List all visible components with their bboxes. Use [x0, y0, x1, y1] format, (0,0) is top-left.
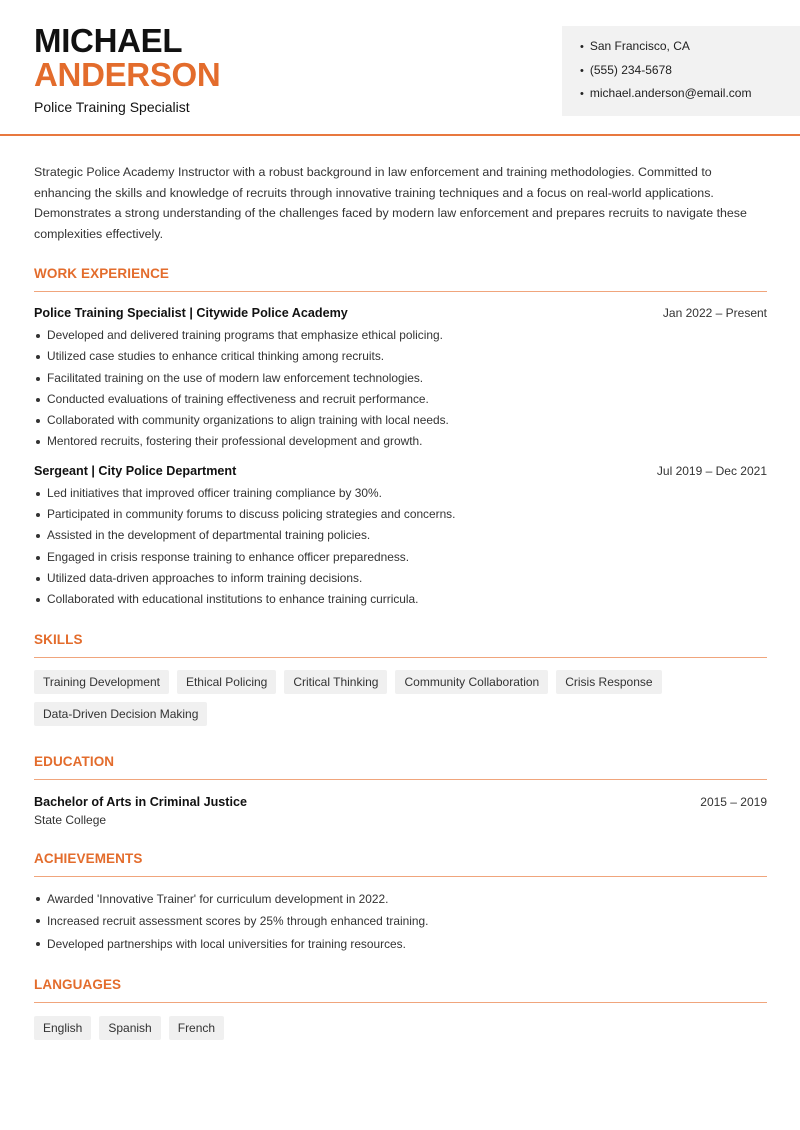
section-title-achievements: ACHIEVEMENTS [34, 851, 767, 877]
education-date: 2015 – 2019 [700, 794, 767, 809]
skill-tag: Community Collaboration [395, 670, 548, 694]
list-item: Collaborated with community organizations to align training with local needs. [34, 410, 767, 431]
list-item: Developed and delivered training programs that emphasize ethical policing. [34, 325, 767, 346]
section-title-languages: LANGUAGES [34, 977, 767, 1003]
list-item: Developed partnerships with local universities for training resources. [34, 933, 767, 956]
contact-box [562, 26, 800, 116]
job-entry [34, 464, 767, 611]
languages-section [34, 977, 767, 1040]
list-item: Increased recruit assessment scores by 25% through enhanced training. [34, 910, 767, 933]
education-section [34, 754, 767, 827]
list-item: Conducted evaluations of training effectiveness and recruit performance. [34, 389, 767, 410]
job-date: Jul 2019 – Dec 2021 [656, 463, 767, 478]
languages-tags [34, 1016, 767, 1040]
skills-tags [34, 670, 767, 726]
contact-phone: • (555) 234-5678 [580, 59, 800, 83]
job-title-heading: Police Training Specialist [34, 99, 190, 115]
list-item: Participated in community forums to discuss policing strategies and concerns. [34, 504, 767, 525]
list-item: Assisted in the development of departmental training policies. [34, 525, 767, 546]
first-name: MICHAEL [34, 22, 183, 59]
achievements-list [34, 888, 767, 956]
job-bullets [34, 483, 767, 611]
education-header [34, 795, 767, 809]
list-item: Utilized case studies to enhance critical thinking among recruits. [34, 346, 767, 367]
section-title-education: EDUCATION [34, 754, 767, 780]
job-title: Sergeant | City Police Department [34, 463, 237, 478]
resume-body [34, 136, 767, 1040]
candidate-name [34, 24, 220, 92]
skill-tag: Data-Driven Decision Making [34, 702, 207, 726]
list-item: Collaborated with educational institutions to enhance training curricula. [34, 589, 767, 610]
list-item: Led initiatives that improved officer training compliance by 30%. [34, 483, 767, 504]
contact-email: • michael.anderson@email.com [580, 82, 800, 106]
list-item: Mentored recruits, fostering their professional development and growth. [34, 431, 767, 452]
achievements-section [34, 851, 767, 956]
school-name: State College [34, 812, 107, 827]
list-item: Awarded 'Innovative Trainer' for curriculum development in 2022. [34, 888, 767, 911]
list-item: Facilitated training on the use of modern law enforcement technologies. [34, 368, 767, 389]
list-item: Utilized data-driven approaches to inform training decisions. [34, 568, 767, 589]
language-tag: French [169, 1016, 224, 1040]
job-entry [34, 306, 767, 453]
language-tag: Spanish [99, 1016, 160, 1040]
degree-title: Bachelor of Arts in Criminal Justice [34, 794, 247, 809]
job-title: Police Training Specialist | Citywide Police Academy [34, 306, 348, 320]
skill-tag: Ethical Policing [177, 670, 276, 694]
section-title-skills: SKILLS [34, 632, 767, 658]
skill-tag: Critical Thinking [284, 670, 387, 694]
language-tag: English [34, 1016, 91, 1040]
contact-location: • San Francisco, CA [580, 35, 800, 59]
last-name: ANDERSON [34, 56, 221, 93]
contact-list [580, 35, 800, 106]
summary-paragraph: Strategic Police Academy Instructor with a robust background in law enforcement and training methodologies. Committed to enhancing the skills and knowledge of recruits through innovative training techniques and a focus on real-world applications. Demonstrates a strong understanding of the challenges faced by modern law enforcement and prepares recruits to navigate these complexities effectively. [34, 165, 747, 241]
job-header [34, 306, 767, 320]
work-experience-section [34, 266, 767, 611]
job-bullets [34, 325, 767, 453]
list-item: Engaged in crisis response training to enhance officer preparedness. [34, 547, 767, 568]
job-header [34, 464, 767, 478]
skill-tag: Training Development [34, 670, 169, 694]
section-title-work: WORK EXPERIENCE [34, 266, 767, 292]
job-date: Jan 2022 – Present [662, 306, 767, 320]
resume-header [0, 0, 800, 136]
skill-tag: Crisis Response [556, 670, 661, 694]
skills-section [34, 632, 767, 726]
